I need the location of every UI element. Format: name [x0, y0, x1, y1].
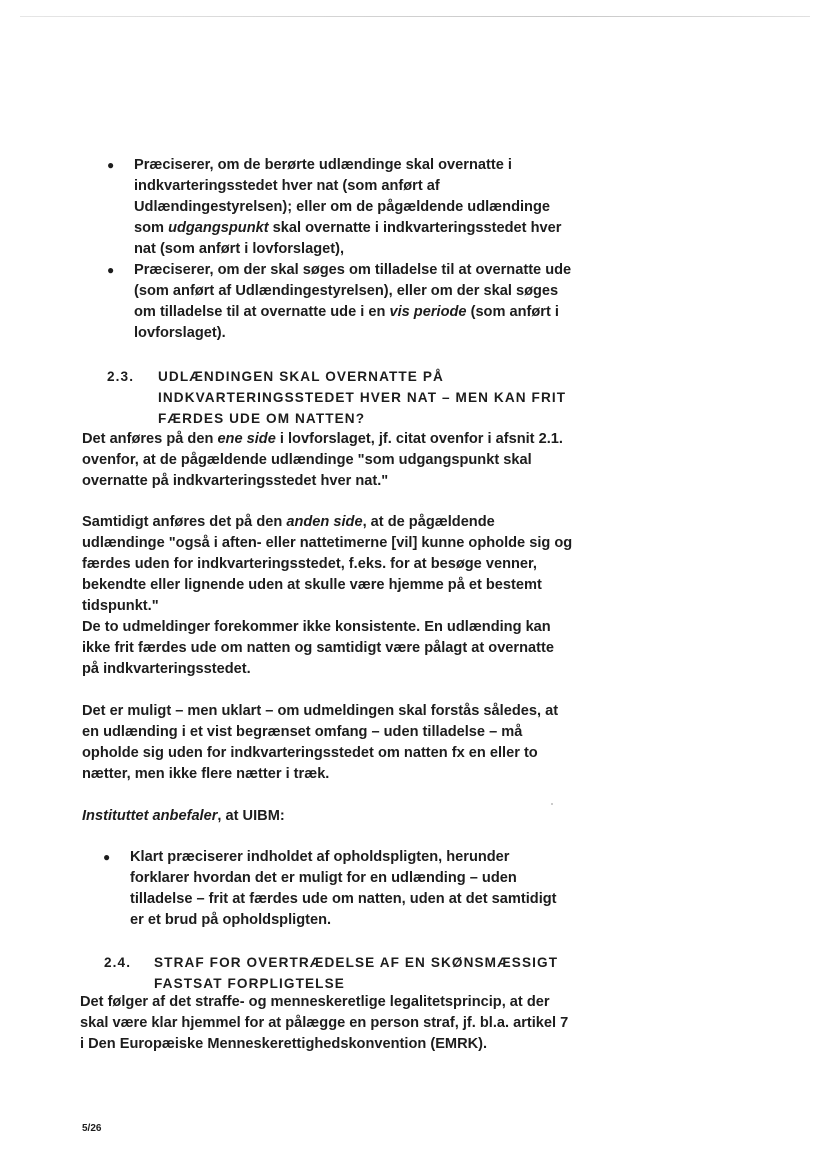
paragraph-unclear	[82, 701, 572, 785]
text-run: Samtidigt anføres det på den	[82, 514, 287, 530]
paragraph-one-side	[82, 429, 572, 492]
page-number: 5/26	[82, 1123, 102, 1134]
text-run: i lovforslaget, jf. citat ovenfor i afsnit 2.1. ovenfor, at de pågældende udlændinge "som udgangspunkt skal overnatte på indkvarteringsstedet hver nat."	[82, 431, 563, 489]
section-title-line: FÆRDES UDE OM NATTEN?	[158, 411, 366, 426]
bullet-list-recommendations	[103, 847, 570, 931]
bullet-dot-icon: ●	[107, 158, 115, 172]
text-run: (som anført i lovforslaget).	[134, 304, 559, 341]
bullet-dot-icon: ●	[107, 263, 115, 277]
emphasized-text: vis periode	[389, 304, 467, 320]
section-number: 2.3.	[107, 369, 135, 384]
text-run: De to udmeldinger forekommer ikke konsistente. En udlænding kan ikke frit færdes ude om natten og samtidigt være pålagt at overnatte på indkvarteringsstedet.	[82, 619, 554, 677]
emphasized-text: anden side	[286, 514, 363, 530]
bullet-dot-icon: ●	[103, 850, 111, 864]
text-run: Præciserer, om der skal søges om tilladelse til at overnatte ude (som anført af Udlændingestyrelsen), eller om der skal søges om tilladelse til at overnatte ude i en	[134, 262, 572, 320]
paragraph-legality-principle	[80, 992, 575, 1055]
section-title-line: INDKVARTERINGSSTEDET HVER NAT – MEN KAN FRIT	[158, 390, 567, 405]
paragraph-inconsistent	[82, 617, 572, 680]
text-run: Præciserer, om de berørte udlændinge skal overnatte i indkvarteringsstedet hver nat (som anført af Udlændingestyrelsen); eller om de pågældende udlændinge som	[134, 157, 550, 236]
text-run: Det følger af det straffe- og menneskeretlige legalitetsprincip, at der skal være klar hjemmel for at pålægge en person straf, jf. bl.a. artikel 7 i Den Europæiske Menneskerettighedskonvention (EMRK).	[80, 994, 569, 1052]
paragraph-recommendation-intro	[82, 806, 572, 827]
bullet-item-permission	[107, 260, 574, 344]
text-run: Klart præciserer indholdet af opholdspligten, herunder forklarer hvordan det er muligt for en udlænding – uden tilladelse – frit at færdes ude om natten, uden at det samtidigt er et brud på opholdspligten.	[130, 849, 557, 928]
section-heading-2-3	[107, 366, 587, 429]
text-run: Det anføres på den	[82, 431, 218, 447]
bullet-item-clarify-duty	[103, 847, 570, 931]
section-title-line: UDLÆNDINGEN SKAL OVERNATTE PÅ	[158, 369, 444, 384]
emphasized-text: Instituttet anbefaler	[82, 808, 218, 824]
section-title-line: STRAF FOR OVERTRÆDELSE AF EN SKØNSMÆSSIGT	[154, 955, 559, 970]
text-run: , at UIBM:	[217, 808, 285, 824]
section-number: 2.4.	[104, 955, 132, 970]
bullet-list-clarifications	[107, 155, 574, 344]
section-heading-2-4	[104, 952, 584, 994]
text-run: , at de pågældende udlændinge "også i aften- eller nattetimerne [vil] kunne opholde sig og færdes uden for indkvarteringsstedet, f.eks. for at besøge venner, bekendte eller lignende uden at skulle være hjemme på et bestemt tidspunkt."	[82, 514, 573, 614]
scan-edge-line	[20, 16, 810, 17]
paragraph-other-side	[82, 512, 577, 617]
scan-speck	[551, 803, 553, 805]
emphasized-text: ene side	[217, 431, 276, 447]
bullet-item-overnight	[107, 155, 574, 260]
section-title-line: FASTSAT FORPLIGTELSE	[154, 976, 345, 991]
text-run: Det er muligt – men uklart – om udmeldingen skal forstås således, at en udlænding i et vist begrænset omfang – uden tilladelse – må opholde sig uden for indkvarteringsstedet om natten fx en eller to nætter, men ikke flere nætter i træk.	[82, 703, 559, 782]
text-run: skal overnatte i indkvarteringsstedet hver nat (som anført i lovforslaget),	[134, 220, 562, 257]
emphasized-text: udgangspunkt	[168, 220, 269, 236]
